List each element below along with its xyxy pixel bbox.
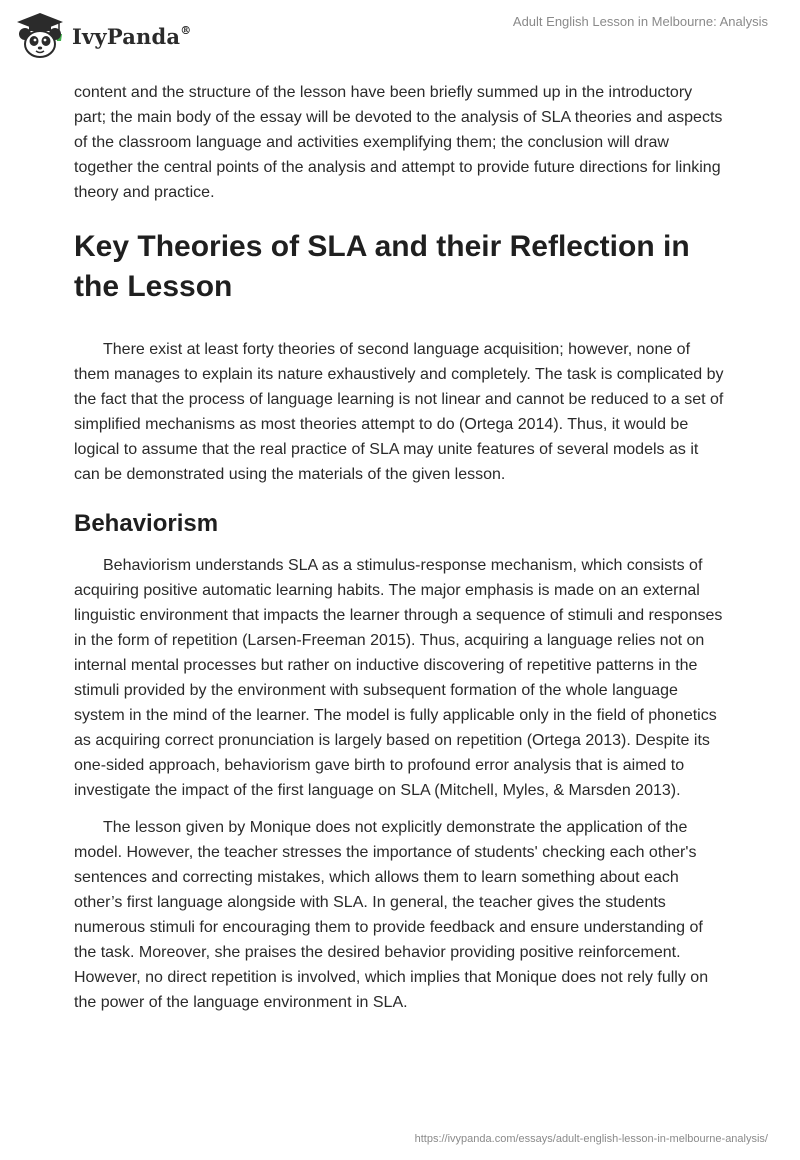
subsection-heading: Behaviorism (74, 510, 219, 537)
ivypanda-logo[interactable] (14, 10, 191, 62)
section-paragraph: There exist at least forty theories of second language acquisition; however, none of them manages to explain its nature exhaustively and completely. The task is complicated by the fact that the process of language learning is not linear and cannot be reduced to a set of simplified mechanisms as most theories attempt to do (Ortega 2014). Thus, it would be logical to assume that the real practice of SLA may unite features of several models as it can be demonstrated using the materials of the given lesson. (74, 341, 724, 483)
footer-url[interactable]: https://ivypanda.com/essays/adult-english-lesson-in-melbourne-analysis/ (414, 1133, 768, 1145)
essay-content (74, 80, 726, 1027)
intro-paragraph: content and the structure of the lesson have been briefly summed up in the introductory part; the main body of the essay will be devoted to the analysis of SLA theories and aspects of the classroom language and activities exemplifying them; the conclusion will draw together the central points of the analysis and attempt to provide future directions for linking theory and practice. (74, 84, 723, 201)
document-title: Adult English Lesson in Melbourne: Analysis (512, 14, 768, 29)
behaviorism-paragraph-2: The lesson given by Monique does not explicitly demonstrate the application of the model. However, the teacher stresses the importance of students' checking each other's sentences and correcting mistakes, which allows them to learn something about each other’s first language alongside with SLA. In general, the teacher gives the students numerous stimuli for encouraging them to provide feedback and ensure understanding of the task. Moreover, she praises the desired behavior providing positive reinforcement. However, no direct repetition is involved, which implies that Monique does not rely fully on the power of the language environment in SLA. (74, 819, 709, 1011)
page-header (0, 0, 800, 72)
section-heading: Key Theories of SLA and their Reflection in the Lesson (74, 230, 690, 303)
behaviorism-paragraph-1: Behaviorism understands SLA as a stimulus-response mechanism, which consists of acquiring positive automatic learning habits. The major emphasis is made on an external linguistic environment that impacts the learner through a sequence of stimuli and responses in the form of repetition (Larsen-Freeman 2015). Thus, acquiring a language relies not on internal mental processes but rather on inductive discovering of repetitive patterns in the stimuli provided by the environment with subsequent formation of the whole language system in the mind of the learner. The model is fully applicable only in the field of phonetics as acquiring correct pronunciation is largely based on repetition (Ortega 2013). Despite its one-sided approach, behaviorism gave birth to profound error analysis that is aimed to investigate the impact of the first language on SLA (Mitchell, Myles, & Marsden 2013). (74, 557, 723, 799)
panda-graduate-icon (14, 10, 66, 62)
brand-name: IvyPanda® (72, 23, 192, 49)
